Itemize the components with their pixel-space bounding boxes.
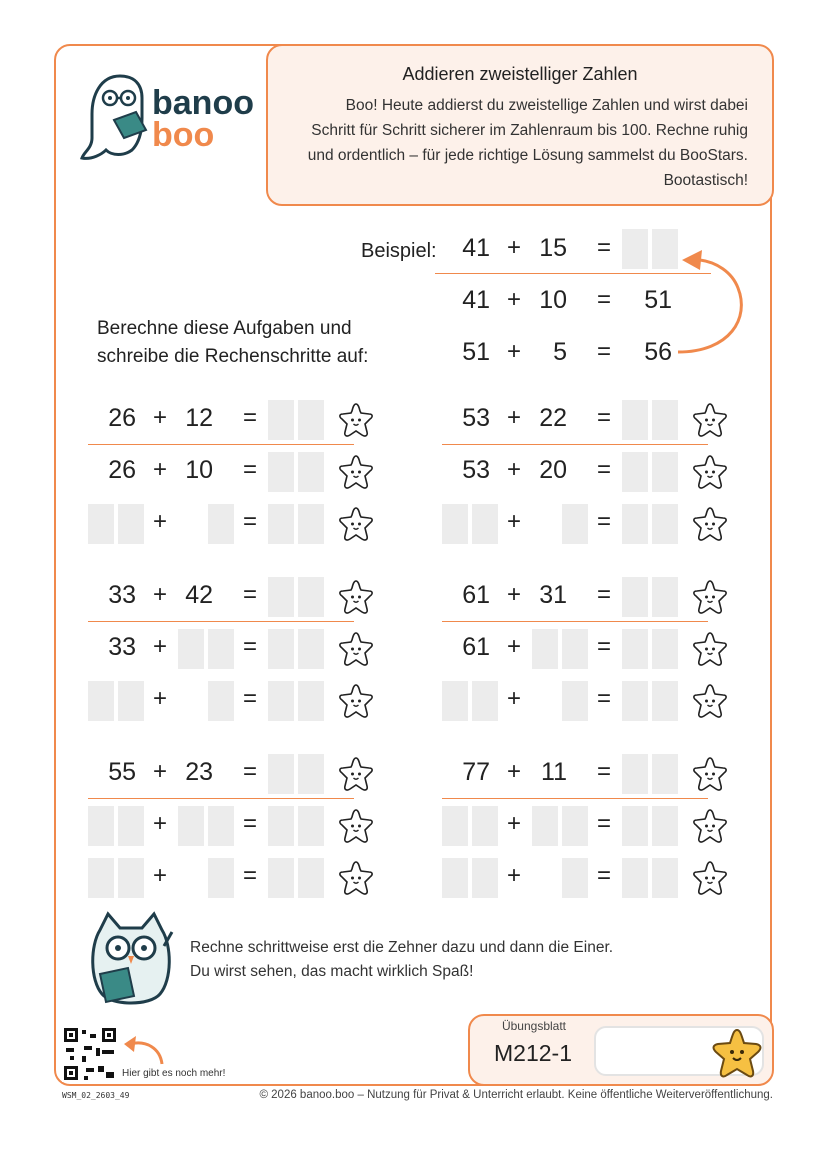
task-5-step2-a-tens-box[interactable] (88, 858, 114, 898)
task-5-step1-plus: + (152, 810, 167, 837)
task-5-step1-b-ones-box[interactable] (208, 806, 234, 846)
task-3-step1-equals: = (242, 633, 257, 660)
task-4-step2-a-tens-box[interactable] (442, 681, 468, 721)
task-3-step2-a-tens-box[interactable] (88, 681, 114, 721)
task-1-step1-equals: = (242, 456, 257, 483)
qr-arrow-icon (120, 1034, 168, 1068)
example-b: 15 (539, 234, 567, 262)
task-6-step2-a-tens-box[interactable] (442, 858, 468, 898)
task-4-step2-b-box[interactable] (562, 681, 588, 721)
task-5-step1-result-ones-box[interactable] (298, 806, 324, 846)
task-3-step2-a-ones-box[interactable] (118, 681, 144, 721)
task-2-plus: + (506, 404, 521, 431)
instruction-line1: Berechne diese Aufgaben und (97, 318, 352, 339)
task-5-plus: + (152, 758, 167, 785)
task-6-b: 11 (541, 758, 567, 786)
star-icon (691, 682, 729, 720)
task-5-step1-star (337, 807, 375, 845)
tip-text (190, 936, 613, 984)
task-1-step2-a-ones-box[interactable] (118, 504, 144, 544)
task-3-b: 42 (185, 581, 213, 609)
task-3-step2-result-ones-box[interactable] (298, 681, 324, 721)
star-icon (337, 755, 375, 793)
task-4-step2-plus: + (506, 685, 521, 712)
example-step1-equals: = (596, 286, 611, 313)
example-equals: = (596, 234, 611, 261)
star-icon (691, 859, 729, 897)
task-6-step2-result-tens-box[interactable] (622, 858, 648, 898)
example-step1-result: 51 (644, 286, 672, 314)
star-icon (337, 453, 375, 491)
task-4-equals: = (596, 581, 611, 608)
task-3-equals: = (242, 581, 257, 608)
task-2-step2-star (691, 505, 729, 543)
example-step2-a: 51 (462, 338, 490, 366)
star-icon (337, 682, 375, 720)
task-6-step2-star (691, 859, 729, 897)
task-5-step2-plus: + (152, 862, 167, 889)
task-3-step1-b-tens-box[interactable] (178, 629, 204, 669)
star-icon (337, 401, 375, 439)
star-icon (337, 630, 375, 668)
intro-box (266, 44, 774, 206)
task-4-step1-b-tens-box[interactable] (532, 629, 558, 669)
example-step1-a: 41 (462, 286, 490, 314)
task-3-answer-tens-box[interactable] (268, 577, 294, 617)
task-5-a: 55 (108, 758, 136, 786)
task-5-step2-star (337, 859, 375, 897)
task-5-step2-result-tens-box[interactable] (268, 858, 294, 898)
task-3-step2-star (337, 682, 375, 720)
task-6-divider (442, 798, 708, 799)
task-3-step2-b-box[interactable] (208, 681, 234, 721)
task-3-step2-result-tens-box[interactable] (268, 681, 294, 721)
task-3-a: 33 (108, 581, 136, 609)
star-icon (337, 807, 375, 845)
big-star-icon (710, 1026, 764, 1078)
task-5-answer-ones-box[interactable] (298, 754, 324, 794)
example-step1-plus: + (506, 286, 521, 313)
task-2-answer-ones-box[interactable] (652, 400, 678, 440)
task-5-step1-equals: = (242, 810, 257, 837)
task-4-a: 61 (462, 581, 490, 609)
task-6-equals: = (596, 758, 611, 785)
footer-code: WSM_02_2603_49 (62, 1091, 130, 1100)
task-2-step2-equals: = (596, 508, 611, 535)
tip-line2: Du wirst sehen, das macht wirklich Spaß! (190, 963, 474, 980)
task-1-step2-b-box[interactable] (208, 504, 234, 544)
task-1-step2-a-tens-box[interactable] (88, 504, 114, 544)
task-1-step2-result-tens-box[interactable] (268, 504, 294, 544)
example-step2-equals: = (596, 338, 611, 365)
curved-arrow-icon (670, 248, 750, 360)
task-4-step1-b-ones-box[interactable] (562, 629, 588, 669)
task-1-b: 12 (185, 404, 213, 432)
task-5-step2-equals: = (242, 862, 257, 889)
task-6-a: 77 (462, 758, 490, 786)
task-6-step2-b-box[interactable] (562, 858, 588, 898)
star-icon (691, 453, 729, 491)
task-2-step2-b-box[interactable] (562, 504, 588, 544)
task-1-step1-result-tens-box[interactable] (268, 452, 294, 492)
example-step2-result: 56 (644, 338, 672, 366)
task-1-step2-plus: + (152, 508, 167, 535)
task-3-step1-a: 33 (108, 633, 136, 661)
brand-name-line2: boo (152, 116, 215, 154)
task-4-step1-a: 61 (462, 633, 490, 661)
example-step2-plus: + (506, 338, 521, 365)
task-1-plus: + (152, 404, 167, 431)
task-2-step1-star (691, 453, 729, 491)
task-6-step1-result-ones-box[interactable] (652, 806, 678, 846)
task-1-a: 26 (108, 404, 136, 432)
task-1-divider (88, 444, 354, 445)
task-4-step2-equals: = (596, 685, 611, 712)
task-5-step1-b-tens-box[interactable] (178, 806, 204, 846)
example-label: Beispiel: (361, 240, 437, 262)
sheet-label: Übungsblatt (501, 1019, 567, 1033)
task-6-plus: + (506, 758, 521, 785)
task-4-divider (442, 621, 708, 622)
star-icon (691, 755, 729, 793)
task-3-step1-result-tens-box[interactable] (268, 629, 294, 669)
task-2-step2-plus: + (506, 508, 521, 535)
task-6-step1-star (691, 807, 729, 845)
task-3-step2-plus: + (152, 685, 167, 712)
task-2-step2-a-tens-box[interactable] (442, 504, 468, 544)
task-5-step2-result-ones-box[interactable] (298, 858, 324, 898)
task-4-plus: + (506, 581, 521, 608)
star-icon (337, 859, 375, 897)
task-1-step2-result-ones-box[interactable] (298, 504, 324, 544)
task-3-answer-ones-box[interactable] (298, 577, 324, 617)
task-1-step1-result-ones-box[interactable] (298, 452, 324, 492)
task-5-step1-a-tens-box[interactable] (88, 806, 114, 846)
task-4-step1-result-ones-box[interactable] (652, 629, 678, 669)
sheet-code: M212-1 (494, 1040, 572, 1066)
star-icon (337, 505, 375, 543)
task-2-star (691, 401, 729, 439)
task-6-step2-plus: + (506, 862, 521, 889)
task-4-step2-result-tens-box[interactable] (622, 681, 648, 721)
task-6-step1-plus: + (506, 810, 521, 837)
task-6-step2-a-ones-box[interactable] (472, 858, 498, 898)
task-3-plus: + (152, 581, 167, 608)
task-3-step2-equals: = (242, 685, 257, 712)
task-1-step1-a: 26 (108, 456, 136, 484)
tip-line1: Rechne schrittweise erst die Zehner dazu und dann die Einer. (190, 939, 614, 956)
task-6-star (691, 755, 729, 793)
task-1-star (337, 401, 375, 439)
task-5-step2-b-box[interactable] (208, 858, 234, 898)
task-5-divider (88, 798, 354, 799)
task-2-step1-result-ones-box[interactable] (652, 452, 678, 492)
star-icon (691, 505, 729, 543)
task-5-answer-tens-box[interactable] (268, 754, 294, 794)
task-4-step1-plus: + (506, 633, 521, 660)
task-2-step1-equals: = (596, 456, 611, 483)
star-icon (691, 578, 729, 616)
example-step1-b: 10 (539, 286, 567, 314)
task-5-b: 23 (185, 758, 213, 786)
example-plus: + (506, 234, 521, 261)
example-a: 41 (462, 234, 490, 262)
task-4-step2-a-ones-box[interactable] (472, 681, 498, 721)
task-6-step1-result-tens-box[interactable] (622, 806, 648, 846)
task-2-step2-a-ones-box[interactable] (472, 504, 498, 544)
task-2-step1-plus: + (506, 456, 521, 483)
copyright-text: © 2026 banoo.boo – Nutzung für Privat & Unterricht erlaubt. Keine öffentliche Weiterveröffentlichung. (259, 1089, 773, 1101)
task-4-star (691, 578, 729, 616)
task-2-step1-a: 53 (462, 456, 490, 484)
task-4-b: 31 (539, 581, 567, 609)
task-5-step2-a-ones-box[interactable] (118, 858, 144, 898)
task-1-answer-ones-box[interactable] (298, 400, 324, 440)
task-1-step1-b: 10 (185, 456, 213, 484)
task-6-step1-a-ones-box[interactable] (472, 806, 498, 846)
task-3-divider (88, 621, 354, 622)
task-6-step2-equals: = (596, 862, 611, 889)
task-2-step1-result-tens-box[interactable] (622, 452, 648, 492)
task-3-step1-result-ones-box[interactable] (298, 629, 324, 669)
star-icon (691, 630, 729, 668)
task-4-answer-ones-box[interactable] (652, 577, 678, 617)
qr-caption: Hier gibt es noch mehr! (122, 1068, 226, 1079)
task-5-step1-a-ones-box[interactable] (118, 806, 144, 846)
task-1-step1-star (337, 453, 375, 491)
task-6-step1-b-tens-box[interactable] (532, 806, 558, 846)
task-2-step2-result-tens-box[interactable] (622, 504, 648, 544)
task-6-answer-ones-box[interactable] (652, 754, 678, 794)
task-5-star (337, 755, 375, 793)
task-3-star (337, 578, 375, 616)
task-6-step1-equals: = (596, 810, 611, 837)
task-3-step1-star (337, 630, 375, 668)
task-6-step1-b-ones-box[interactable] (562, 806, 588, 846)
intro-text: Boo! Heute addierst du zweistellige Zahlen und wirst dabei Schritt für Schritt sicherer im Zahlenraum bis 100. Rechne ruhig und ordentlich – für jede richtige Lösung sammelst du BooStars. Bootastisch! (307, 97, 748, 189)
task-2-b: 22 (539, 404, 567, 432)
star-icon (337, 578, 375, 616)
task-4-step1-equals: = (596, 633, 611, 660)
task-4-answer-tens-box[interactable] (622, 577, 648, 617)
task-3-step1-b-ones-box[interactable] (208, 629, 234, 669)
task-2-a: 53 (462, 404, 490, 432)
task-6-step1-a-tens-box[interactable] (442, 806, 468, 846)
qr-code-icon[interactable] (62, 1026, 118, 1082)
task-1-equals: = (242, 404, 257, 431)
example-step2-b: 5 (553, 338, 567, 366)
instruction-line2: schreibe die Rechenschritte auf: (97, 346, 369, 367)
task-2-answer-tens-box[interactable] (622, 400, 648, 440)
task-6-answer-tens-box[interactable] (622, 754, 648, 794)
task-2-divider (442, 444, 708, 445)
task-1-step2-star (337, 505, 375, 543)
task-1-step1-plus: + (152, 456, 167, 483)
task-4-step2-result-ones-box[interactable] (652, 681, 678, 721)
worksheet-title: Addieren zweistelliger Zahlen (402, 64, 638, 84)
task-3-step1-plus: + (152, 633, 167, 660)
example-answer-tens-box (622, 229, 648, 269)
task-4-step1-result-tens-box[interactable] (622, 629, 648, 669)
task-1-step2-equals: = (242, 508, 257, 535)
task-4-step1-star (691, 630, 729, 668)
task-6-step2-result-ones-box[interactable] (652, 858, 678, 898)
task-4-step2-star (691, 682, 729, 720)
task-2-step1-b: 20 (539, 456, 567, 484)
star-icon (691, 401, 729, 439)
owl-icon (80, 910, 182, 1012)
brand-name-line1: banoo (152, 84, 254, 122)
task-5-step1-result-tens-box[interactable] (268, 806, 294, 846)
task-2-equals: = (596, 404, 611, 431)
star-icon (691, 807, 729, 845)
task-1-answer-tens-box[interactable] (268, 400, 294, 440)
task-2-step2-result-ones-box[interactable] (652, 504, 678, 544)
task-5-equals: = (242, 758, 257, 785)
